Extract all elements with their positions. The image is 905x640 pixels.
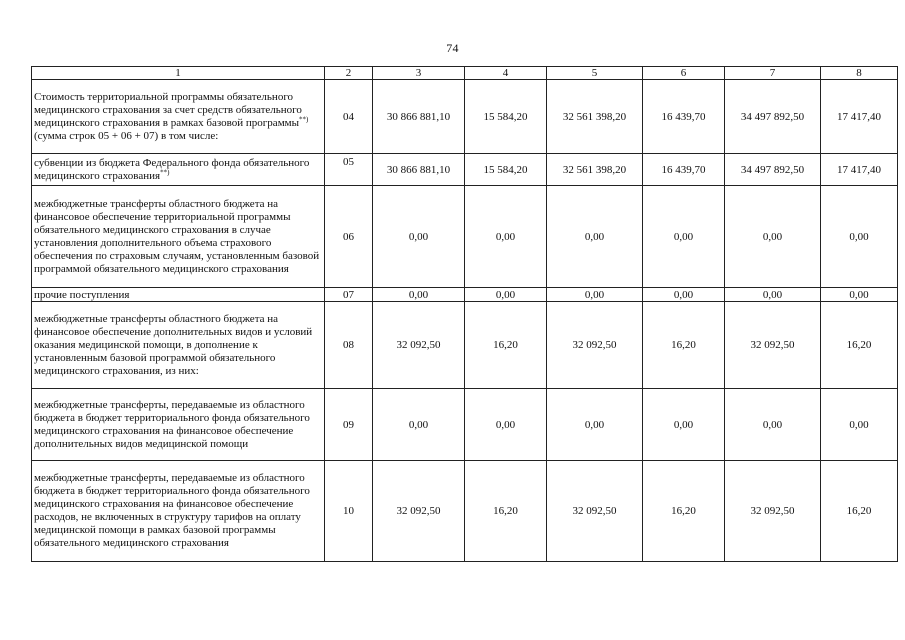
value-cell: 32 092,50 <box>547 302 643 389</box>
row-description-text: (сумма строк 05 + 06 + 07) в том числе: <box>34 129 219 142</box>
table-row <box>32 154 898 186</box>
value-cell: 16,20 <box>465 461 547 562</box>
row-code: 10 <box>325 461 373 562</box>
value-cell: 34 497 892,50 <box>725 80 821 154</box>
column-header: 8 <box>821 67 898 80</box>
value-cell: 0,00 <box>643 288 725 302</box>
column-header: 5 <box>547 67 643 80</box>
row-code: 08 <box>325 302 373 389</box>
value-cell: 0,00 <box>643 186 725 288</box>
value-cell: 34 497 892,50 <box>725 154 821 186</box>
value-cell: 16,20 <box>821 302 898 389</box>
table-row <box>32 80 898 154</box>
page-number: 74 <box>446 41 459 55</box>
row-description: межбюджетные трансферты, передаваемые из областного бюджета в бюджет территориального фонда обязательного медицинского страхования на финансовое обеспечение расходов, не включенных в структуру тарифов на оплату медицинской помощи в рамках базовой программы обязательного медицинского страхования <box>32 461 325 562</box>
table-row <box>32 186 898 288</box>
value-cell: 32 561 398,20 <box>547 154 643 186</box>
row-description <box>32 154 325 186</box>
row-description: межбюджетные трансферты областного бюджета на финансовое обеспечение дополнительных видов и условий оказания медицинской помощи, в дополнение к установленным базовой программой обязательного медицинского страхования, из них: <box>32 302 325 389</box>
value-cell: 30 866 881,10 <box>373 80 465 154</box>
value-cell: 0,00 <box>821 288 898 302</box>
value-cell: 32 561 398,20 <box>547 80 643 154</box>
value-cell: 32 092,50 <box>547 461 643 562</box>
value-cell: 16,20 <box>465 302 547 389</box>
row-description: прочие поступления <box>32 288 325 302</box>
table-row <box>32 302 898 389</box>
value-cell: 0,00 <box>547 186 643 288</box>
row-code: 09 <box>325 389 373 461</box>
value-cell: 15 584,20 <box>465 80 547 154</box>
table-row <box>32 461 898 562</box>
value-cell: 32 092,50 <box>373 302 465 389</box>
value-cell: 30 866 881,10 <box>373 154 465 186</box>
value-cell: 16,20 <box>643 461 725 562</box>
value-cell: 0,00 <box>465 288 547 302</box>
column-header: 6 <box>643 67 725 80</box>
footnote-mark: **) <box>299 114 309 123</box>
column-header: 3 <box>373 67 465 80</box>
value-cell: 16 439,70 <box>643 80 725 154</box>
row-code: 07 <box>325 288 373 302</box>
value-cell: 0,00 <box>373 186 465 288</box>
value-cell: 0,00 <box>643 389 725 461</box>
value-cell: 0,00 <box>725 389 821 461</box>
value-cell: 0,00 <box>821 186 898 288</box>
footnote-mark: **) <box>160 167 170 176</box>
value-cell: 0,00 <box>465 389 547 461</box>
value-cell: 0,00 <box>373 389 465 461</box>
row-description-text: Стоимость территориальной программы обязательного медицинского страхования за счет средств обязательного медицинского страхования в рамках базовой программы <box>34 90 302 129</box>
row-description: межбюджетные трансферты областного бюджета на финансовое обеспечение территориальной программы обязательного медицинского страхования в случае установления дополнительного объема страхового обеспечения по страховым случаям, установленным базовой программой обязательного медицинского страхования <box>32 186 325 288</box>
row-code: 04 <box>325 80 373 154</box>
value-cell: 16,20 <box>643 302 725 389</box>
row-code: 05 <box>325 154 373 186</box>
row-description-text: субвенции из бюджета Федерального фонда обязательного медицинского страхования <box>34 156 310 182</box>
value-cell: 17 417,40 <box>821 80 898 154</box>
table-row <box>32 288 898 302</box>
value-cell: 32 092,50 <box>725 461 821 562</box>
value-cell: 15 584,20 <box>465 154 547 186</box>
column-header: 7 <box>725 67 821 80</box>
header-row <box>32 67 898 80</box>
value-cell: 32 092,50 <box>725 302 821 389</box>
value-cell: 0,00 <box>547 389 643 461</box>
column-header: 4 <box>465 67 547 80</box>
value-cell: 0,00 <box>821 389 898 461</box>
value-cell: 0,00 <box>725 186 821 288</box>
value-cell: 0,00 <box>725 288 821 302</box>
table-row <box>32 389 898 461</box>
row-description: межбюджетные трансферты, передаваемые из областного бюджета в бюджет территориального фонда обязательного медицинского страхования на финансовое обеспечение дополнительных видов медицинской помощи <box>32 389 325 461</box>
budget-table <box>31 66 898 562</box>
value-cell: 32 092,50 <box>373 461 465 562</box>
row-code: 06 <box>325 186 373 288</box>
value-cell: 16 439,70 <box>643 154 725 186</box>
value-cell: 0,00 <box>465 186 547 288</box>
column-header: 1 <box>32 67 325 80</box>
value-cell: 17 417,40 <box>821 154 898 186</box>
row-description <box>32 80 325 154</box>
value-cell: 0,00 <box>547 288 643 302</box>
column-header: 2 <box>325 67 373 80</box>
value-cell: 0,00 <box>373 288 465 302</box>
value-cell: 16,20 <box>821 461 898 562</box>
